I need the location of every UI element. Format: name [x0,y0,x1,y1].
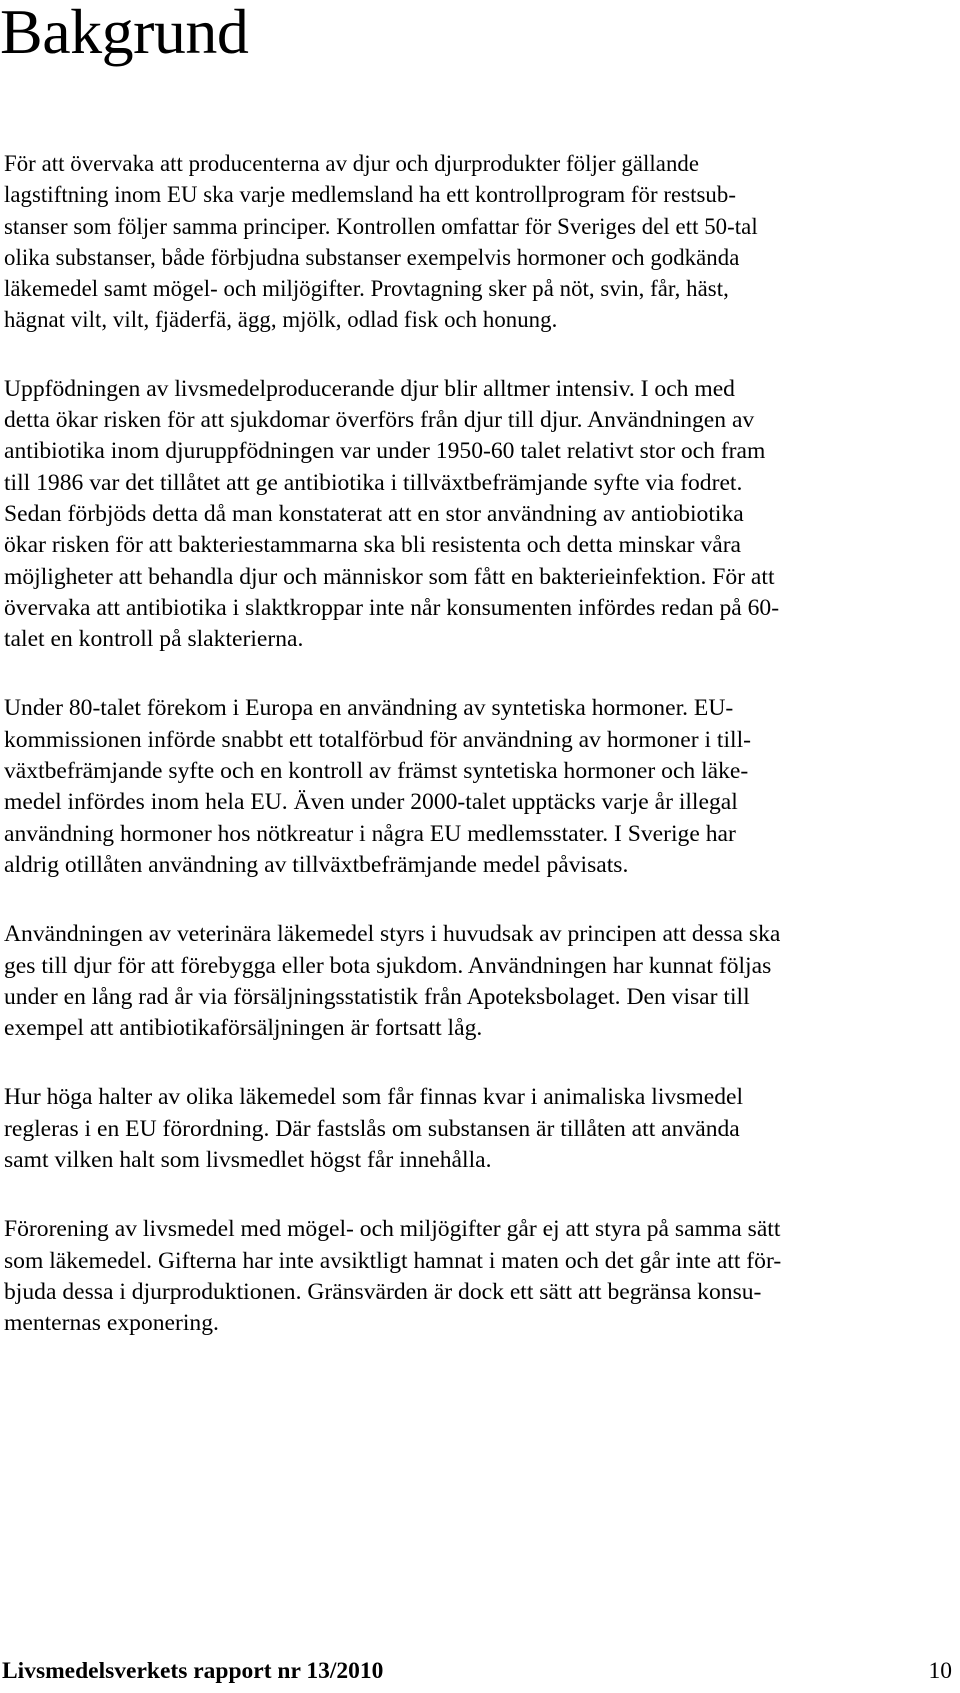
text-line: kommissionen införde snabbt ett totalförbud för användning av hormoner i till- [4,726,751,753]
text-line: bjuda dessa i djurproduktionen. Gränsvärden är dock ett sätt att begränsa konsu- [4,1278,762,1305]
text-line: Förorening av livsmedel med mögel- och miljögifter går ej att styra på samma sätt [4,1216,781,1243]
text-line: växtbefrämjande syfte och en kontroll av främst syntetiska hormoner och läke- [4,758,749,785]
text-line: ökar risken för att bakteriestammarna ska bli resistenta och detta minskar våra [4,532,742,559]
text-line: Under 80-talet förekom i Europa en användning av syntetiska hormoner. EU- [4,695,734,722]
paragraph-hormones [4,693,956,881]
text-line: som läkemedel. Gifterna har inte avsiktligt hamnat i maten och det går inte att för- [4,1247,782,1274]
text-line: aldrig otillåten användning av tillväxtbefrämjande medel påvisats. [4,851,629,878]
text-line: ges till djur för att förebygga eller bota sjukdom. Användningen har kunnat följas [4,952,772,979]
text-line: regleras i en EU förordning. Där fastslås om substansen är tillåten att använda [4,1115,740,1142]
text-line: Användningen av veterinära läkemedel styrs i huvudsak av principen att dessa ska [4,921,781,948]
body-text [4,148,956,1378]
text-line: exempel att antibiotikaförsäljningen är fortsatt låg. [4,1015,483,1042]
paragraph-veterinary-drugs [4,919,956,1044]
text-line: lagstiftning inom EU ska varje medlemsland ha ett kontrollprogram för restsub- [4,182,736,208]
text-line: användning hormoner hos nötkreatur i några EU medlemsstater. I Sverige har [4,820,736,847]
text-line: Sedan förbjöds detta då man konstaterat att en stor användning av antiobiotika [4,500,744,527]
paragraph-eu-regulation [4,1082,956,1176]
paragraph-contaminants [4,1214,956,1339]
text-line: talet en kontroll på slakterierna. [4,626,304,653]
text-line: till 1986 var det tillåtet att ge antibiotika i tillväxtbefrämjande syfte via fodret. [4,469,743,496]
text-line: Uppfödningen av livsmedelproducerande djur blir alltmer intensiv. I och med [4,375,735,402]
paragraph-antibiotics [4,374,956,656]
text-line: För att övervaka att producenterna av djur och djurprodukter följer gällande [4,151,700,176]
text-line: övervaka att antibiotika i slaktkroppar inte når konsumenten infördes redan på 60- [4,594,780,621]
page-number: 10 [928,1658,952,1684]
text-line: Hur höga halter av olika läkemedel som får finnas kvar i animaliska livsmedel [4,1084,744,1111]
text-line: under en lång rad år via försäljningsstatistik från Apoteksbolaget. Den visar till [4,983,750,1010]
text-line: stanser som följer samma principer. Kontrollen omfattar för Sveriges del ett 50-tal [4,213,758,239]
text-line: hägnat vilt, vilt, fjäderfä, ägg, mjölk, odlad fisk och honung. [4,307,558,333]
paragraph-intro [4,148,956,336]
text-line: läkemedel samt mögel- och miljögifter. Provtagning sker på nöt, svin, får, häst, [4,276,729,302]
text-line: samt vilken halt som livsmedlet högst får innehålla. [4,1147,492,1174]
text-line: menternas exponering. [4,1310,219,1337]
page-title: Bakgrund [0,0,249,67]
report-title: Livsmedelsverkets rapport nr 13/2010 [2,1658,384,1684]
text-line: detta ökar risken för att sjukdomar överförs från djur till djur. Användningen av [4,407,755,434]
page-footer [2,1656,952,1686]
text-line: medel infördes inom hela EU. Även under 2000-talet upptäcks varje år illegal [4,789,738,816]
text-line: möjligheter att behandla djur och människor som fått en bakterieinfektion. För att [4,563,775,590]
text-line: antibiotika inom djuruppfödningen var under 1950-60 talet relativt stor och fram [4,438,766,465]
text-line: olika substanser, både förbjudna substanser exempelvis hormoner och godkända [4,244,740,270]
